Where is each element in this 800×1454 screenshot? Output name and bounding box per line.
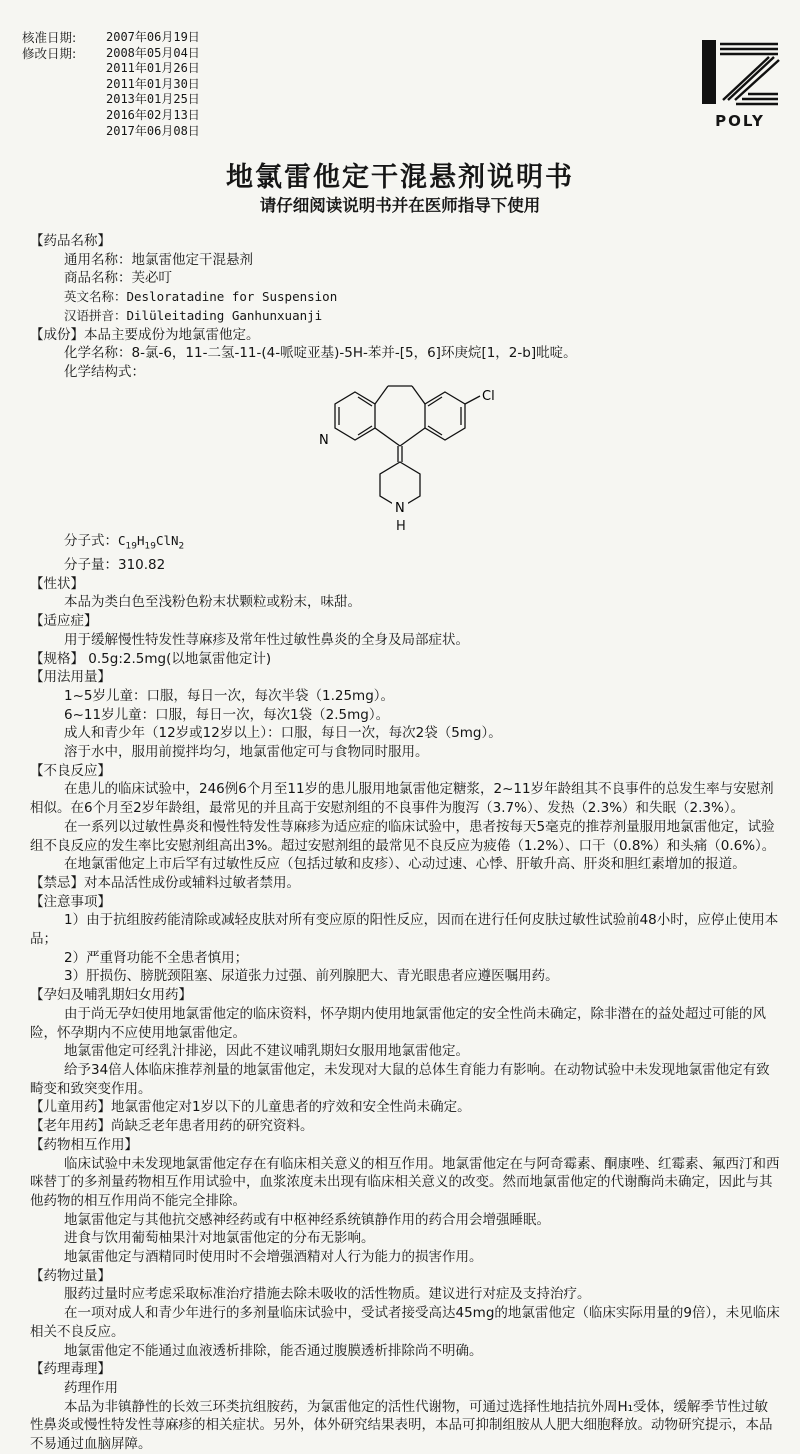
structure-label: 化学结构式： <box>64 363 145 380</box>
dosage-line-4: 溶于水中，服用前搅拌均匀，地氯雷他定可与食物同时服用。 <box>64 744 429 761</box>
overdose-para-2: 在一项对成人和青少年进行的多剂量临床试验中，受试者接受高达45mg的地氯雷他定（临床实际用量的9倍），未见临床相关不良反应。 <box>30 1305 780 1340</box>
pharmacology-subheading: 药理作用 <box>64 1379 118 1396</box>
dosage-line-1: 1~5岁儿童：口服，每日一次，每次半袋（1.25mg）。 <box>64 687 395 704</box>
pregnancy-para-1: 由于尚无孕妇使用地氯雷他定的临床资料，怀孕期内使用地氯雷他定的安全性尚未确定，除非潜在的益处超过可能的风险，怀孕期内不应使用地氯雷他定。 <box>30 1005 766 1041</box>
pregnancy-para-2: 地氯雷他定可经乳汁排泌，因此不建议哺乳期妇女服用地氯雷他定。 <box>64 1043 469 1060</box>
interactions-para-4: 地氯雷他定与酒精同时使用时不会增强酒精对人行为能力的损害作用。 <box>64 1249 483 1266</box>
section-heading-overdose: 【药物过量】 <box>30 1267 111 1284</box>
section-heading-contra: 【禁忌】 <box>30 874 84 891</box>
section-heading-elderly: 【老年用药】 <box>30 1118 111 1135</box>
composition-line: 【成份】本品主要成份为地氯雷他定。 <box>30 326 260 343</box>
section-heading-spec: 【规格】 <box>30 650 84 667</box>
molecular-formula: 分子式：$C_{19}H_{19}ClN_2$ <box>64 532 185 552</box>
document-subtitle: 请仔细阅读说明书并在医师指导下使用 <box>259 196 541 215</box>
section-heading-children: 【儿童用药】 <box>30 1099 111 1116</box>
elderly-line: 【老年用药】尚缺乏老年患者用药的研究资料。 <box>30 1118 314 1135</box>
precaution-2: 2）严重肾功能不全患者慎用； <box>64 949 249 966</box>
approval-dates: 核准日期: 2007年06月19日 修改日期: 2008年05月04日 2011年01月26日 2011年01月30日 2013年01月25日 2016年02月13日 2017年06月08日 <box>22 30 200 138</box>
logo-wordmark: POLY <box>715 112 765 130</box>
precaution-1: 1）由于抗组胺药能清除或减轻皮肤对所有变应原的阳性反应，因而在进行任何皮肤过敏性试验前48小时，应停止使用本品； <box>30 912 779 948</box>
section-heading-composition: 【成份】 <box>30 326 84 343</box>
chemical-structure <box>30 382 780 534</box>
overdose-para-3: 地氯雷他定不能通过血液透析排除，能否通过腹膜透析排除尚不明确。 <box>64 1342 483 1359</box>
atom-cl: Cl <box>482 388 495 404</box>
adverse-para-1: 在患儿的临床试验中，246例6个月至11岁的患儿服用地氯雷他定糖浆，2~11岁年龄组其不良事件的总发生率与安慰剂相似。在6个月至2岁年龄组，最常见的并且高于安慰剂组的不良事件为腹泻（3.7%）、发热（2.3%）和失眠（2.3%）。 <box>30 781 774 817</box>
indications-text: 用于缓解慢性特发性荨麻疹及常年性过敏性鼻炎的全身及局部症状。 <box>64 631 469 648</box>
pinyin-name: 汉语拼音：Dilüleitading Ganhunxuanji <box>64 307 323 323</box>
atom-h: H <box>396 518 406 534</box>
adverse-para-2: 在一系列以过敏性鼻炎和慢性特发性荨麻疹为适应症的临床试验中，患者按每天5毫克的推荐剂量服用地氯雷他定，试验组不良反应的发生率比安慰剂组高出3%。超过安慰剂组的最常见不良反应为疲倦（1.2%）、口干（0.8%）和头痛（0.6%）。 <box>30 818 776 854</box>
section-heading-precautions: 【注意事项】 <box>30 893 111 910</box>
poly-logo-icon <box>700 38 780 106</box>
interactions-para-3: 进食与饮用葡萄柚果汁对地氯雷他定的分布无影响。 <box>64 1230 375 1247</box>
adverse-para-3: 在地氯雷他定上市后罕有过敏性反应（包括过敏和皮疹）、心动过速、心悸、肝敏升高、肝炎和胆红素增加的报道。 <box>64 856 746 873</box>
document-title: 地氯雷他定干混悬剂说明书 <box>226 162 574 193</box>
atom-n-piperidine: N <box>395 500 405 515</box>
precaution-3: 3）肝损伤、膀胱颈阻塞、尿道张力过强、前列腺肥大、青光眼患者应遵医嘱用药。 <box>64 968 559 985</box>
pregnancy-para-3: 给予34倍人体临床推荐剂量的地氯雷他定，未发现对大鼠的总体生育能力有影响。在动物试验中未发现地氯雷他定有致畸变和致突变作用。 <box>30 1062 770 1097</box>
pharmacology-para-1: 本品为非镇静性的长效三环类抗组胺药，为氯雷他定的活性代谢物，可通过选择性地拮抗外周H₁受体，缓解季节性过敏性鼻炎或慢性特发性荨麻疹的相关症状。另外，体外研究结果表明，本品可抑制组胺从人肥大细胞释放。动物研究提示，本品不易通过血脑屏障。 <box>30 1398 773 1453</box>
spec-line: 【规格】 0.5g:2.5mg(以地氯雷他定计) <box>30 650 272 667</box>
trade-name: 商品名称：芙必叮 <box>64 270 172 287</box>
contra-line: 【禁忌】对本品活性成份或辅料过敏者禁用。 <box>30 874 300 891</box>
section-heading-pregnancy: 【孕妇及哺乳期妇女用药】 <box>30 987 192 1004</box>
dosage-line-3: 成人和青少年（12岁或12岁以上）：口服，每日一次，每次2袋（5mg）。 <box>64 725 502 742</box>
generic-name: 通用名称：地氯雷他定干混悬剂 <box>64 251 253 268</box>
chemical-name: 化学名称：8-氯-6，11-二氢-11-(4-哌啶亚基)-5H-苯并-[5，6]环庚烷[1，2-b]吡啶。 <box>64 345 577 362</box>
section-heading-dosage: 【用法用量】 <box>30 669 111 686</box>
english-name: 英文名称：Desloratadine for Suspension <box>64 289 338 305</box>
section-heading-drug-name: 【药品名称】 <box>30 233 111 249</box>
interactions-para-2: 地氯雷他定与其他抗交感神经药或有中枢神经系统镇静作用的药合用会增强睡眠。 <box>64 1211 550 1228</box>
leaflet-body <box>30 232 780 1454</box>
children-line: 【儿童用药】地氯雷他定对1岁以下的儿童患者的疗效和安全性尚未确定。 <box>30 1099 471 1116</box>
atom-n-pyridine: N <box>319 432 329 448</box>
section-heading-indications: 【适应症】 <box>30 613 98 630</box>
overdose-para-1: 服药过量时应考虑采取标准治疗措施去除未吸收的活性物质。建议进行对症及支持治疗。 <box>64 1286 591 1303</box>
section-heading-adverse: 【不良反应】 <box>30 762 111 779</box>
section-heading-interactions: 【药物相互作用】 <box>30 1136 138 1153</box>
molecular-weight: 分子量：310.82 <box>64 557 166 574</box>
interactions-para-1: 临床试验中未发现地氯雷他定存在有临床相关意义的相互作用。地氯雷他定在与阿奇霉素、酮康唑、红霉素、氟西汀和西咪替丁的多剂量药物相互作用试验中，血浆浓度未出现有临床相关意义的改变。然而地氯雷他定的代谢酶尚未确定，因此与其他药物的相互作用尚不能完全排除。 <box>30 1155 780 1209</box>
section-heading-pharmacology: 【药理毒理】 <box>30 1361 111 1378</box>
poly-logo <box>700 38 780 130</box>
section-heading-properties: 【性状】 <box>30 575 84 592</box>
dosage-line-2: 6~11岁儿童：口服，每日一次，每次1袋（2.5mg）。 <box>64 706 390 723</box>
structure-diagram-icon <box>310 370 510 515</box>
properties-text: 本品为类白色至浅粉色粉末状颗粒或粉末，味甜。 <box>64 594 361 611</box>
